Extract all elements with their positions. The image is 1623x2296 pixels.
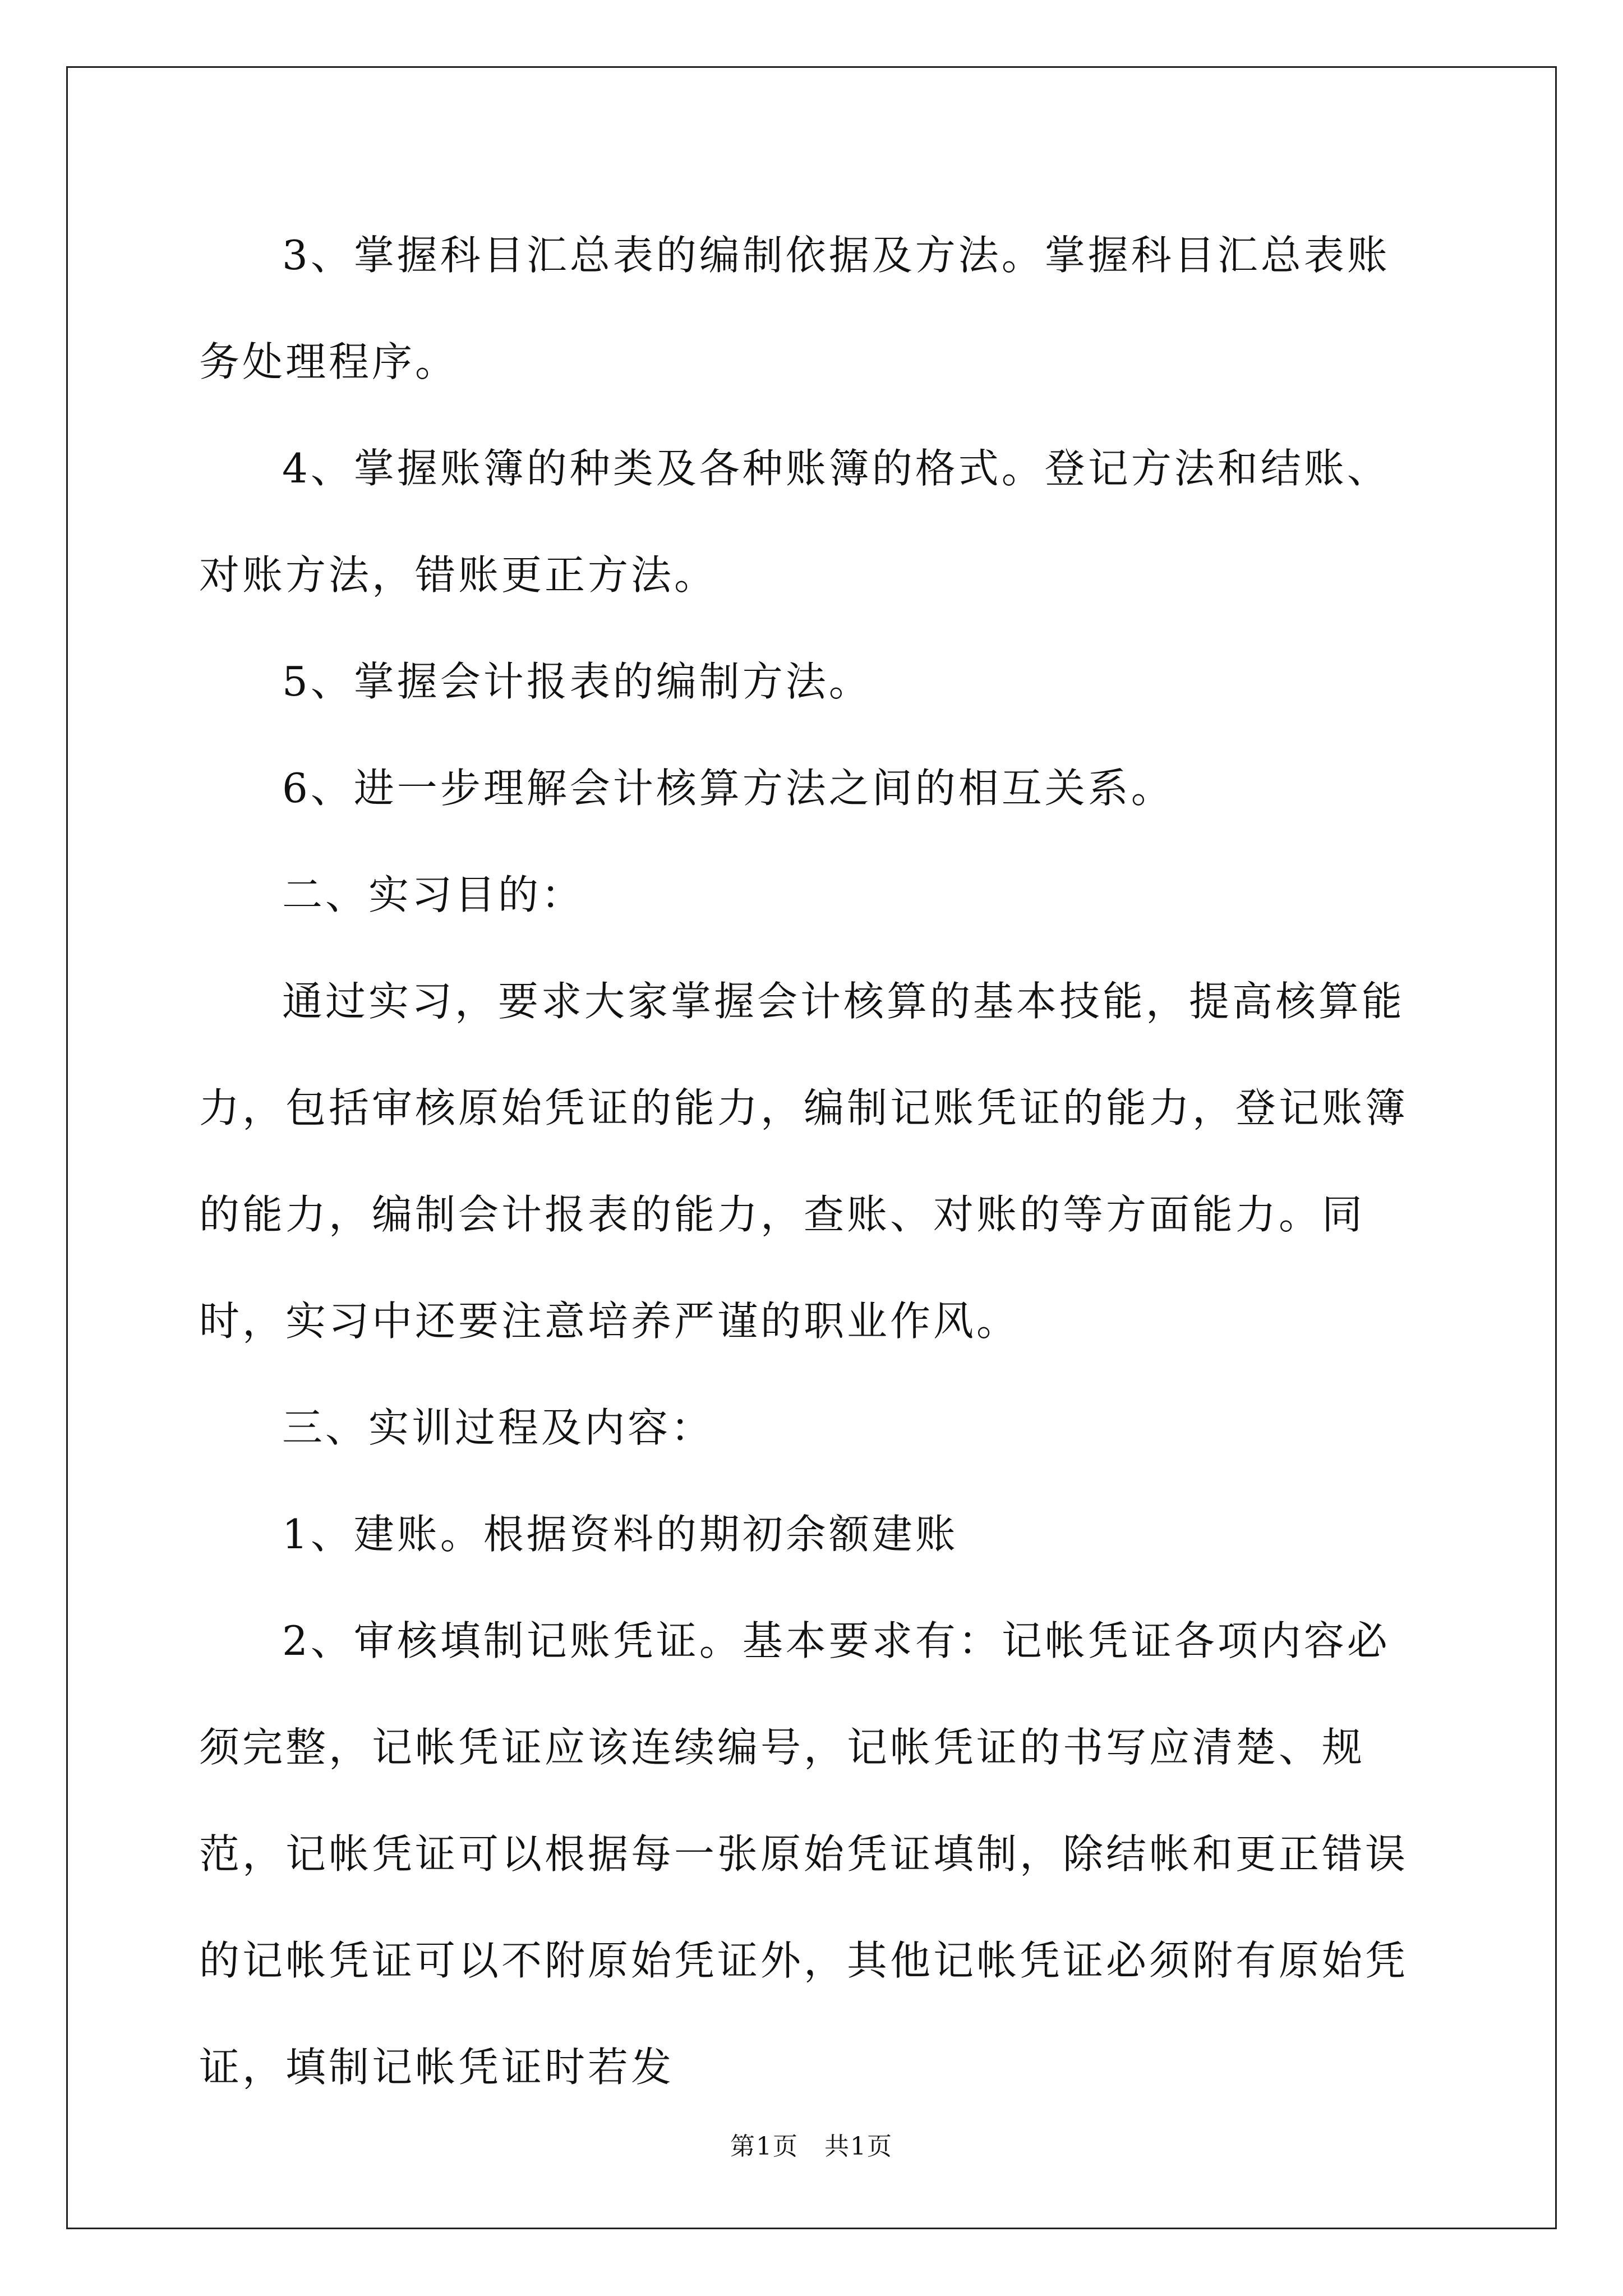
document-body	[199, 202, 1433, 2120]
paragraph: 6、进一步理解会计核算方法之间的相互关系。	[282, 765, 1174, 812]
paragraph: 4、掌握账簿的种类及各种账簿的格式。登记方法和结账、对账方法，错账更正方法。	[199, 445, 1390, 599]
paragraph: 通过实习，要求大家掌握会计核算的基本技能，提高核算能力，包括审核原始凭证的能力，编制记账凭证的能力，登记账簿的能力，编制会计报表的能力，查账、对账的等方面能力。同时，实习中还要注意培养严谨的职业作风。	[199, 978, 1409, 1345]
paragraph: 5、掌握会计报表的编制方法。	[282, 658, 872, 705]
paragraph: 3、掌握科目汇总表的编制依据及方法。掌握科目汇总表账务处理程序。	[199, 232, 1390, 385]
paragraph: 1、建账。根据资料的期初余额建账	[282, 1511, 958, 1558]
section-heading: 二、实习目的：	[282, 871, 585, 918]
section-heading: 三、实训过程及内容：	[282, 1404, 714, 1451]
page-number-footer: 第1页 共1页	[730, 2132, 893, 2161]
paragraph: 2、审核填制记账凭证。基本要求有：记帐凭证各项内容必须完整，记帐凭证应该连续编号，记帐凭证的书写应清楚、规范，记帐凭证可以根据每一张原始凭证填制，除结帐和更正错误的记帐凭证可以不附原始凭证外，其他记帐凭证必须附有原始凭证，填制记帐凭证时若发	[199, 1617, 1409, 2091]
